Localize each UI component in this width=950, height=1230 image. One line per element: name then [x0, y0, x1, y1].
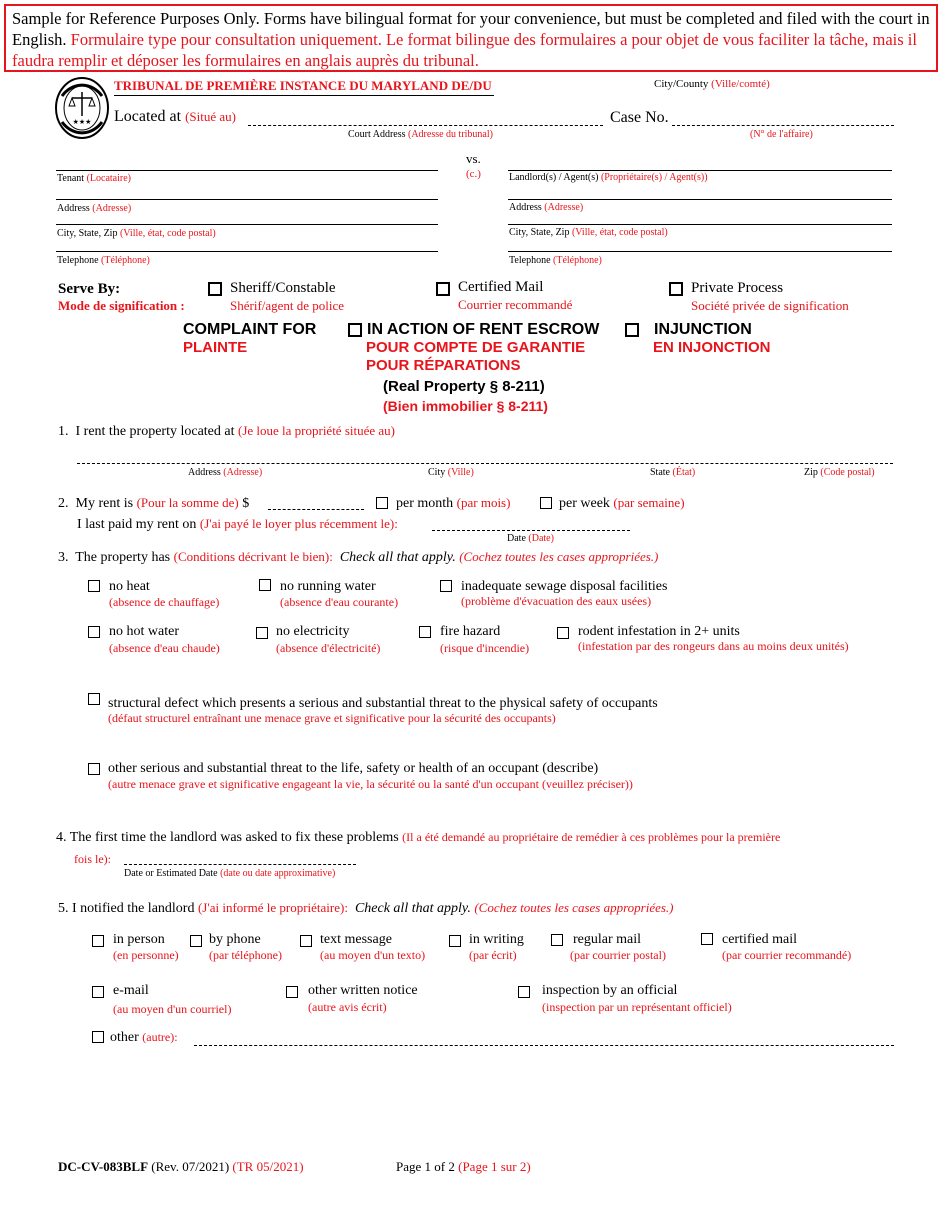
landlord-city-label: City, State, Zip (Ville, état, code postal): [509, 227, 668, 238]
structural-defect-label: structural defect which presents a serious and substantial threat to the physical safety of occupants: [108, 696, 658, 711]
by-phone-label-fr: (par téléphone): [209, 948, 282, 962]
tenant-label: Tenant (Locataire): [57, 173, 131, 184]
other-threat-label-fr: (autre menace grave et significative engageant la vie, la sécurité ou la santé d'un occupant (veuillez préciser)): [108, 777, 633, 791]
vs-label: vs.: [466, 151, 481, 166]
first-request-date-field[interactable]: [124, 864, 356, 865]
certified-mail-notice-label-fr: (par courrier recommandé): [722, 948, 852, 962]
other-written-notice-label-fr: (autre avis écrit): [308, 1000, 387, 1014]
certified-mail-label: Certified Mail: [458, 279, 544, 295]
sheriff-label: Sheriff/Constable: [230, 280, 336, 296]
rent-escrow-title-fr1: POUR COMPTE DE GARANTIE: [366, 339, 586, 356]
private-process-label-fr: Société privée de signification: [691, 298, 849, 313]
q4-label: 4. The first time the landlord was asked to fix these problems (Il a été demandé au propriétaire de remédier à ces problèmes pour la première: [56, 830, 781, 845]
in-person-label-fr: (en personne): [113, 948, 179, 962]
per-week-label: per week (par semaine): [559, 495, 685, 511]
in-writing-label-fr: (par écrit): [469, 948, 517, 962]
statute-title-fr: (Bien immobilier § 8-211): [383, 398, 548, 414]
no-running-water-checkbox[interactable]: [259, 579, 271, 591]
form-id-footer: DC-CV-083BLF (Rev. 07/2021) (TR 05/2021): [58, 1159, 304, 1174]
injunction-checkbox[interactable]: [625, 323, 639, 337]
other-threat-checkbox[interactable]: [88, 763, 100, 775]
last-paid-date-field[interactable]: [432, 530, 630, 531]
tenant-field[interactable]: [56, 170, 438, 171]
property-address-field[interactable]: [77, 463, 893, 464]
private-process-checkbox[interactable]: [669, 282, 683, 296]
tenant-address-field[interactable]: [56, 199, 438, 200]
certified-mail-notice-label: certified mail: [722, 932, 798, 947]
first-request-date-label: Date or Estimated Date (date ou date approximative): [124, 868, 336, 879]
fire-hazard-label-fr: (risque d'incendie): [440, 641, 530, 655]
no-heat-label-fr: (absence de chauffage): [109, 595, 220, 609]
other-notice-checkbox[interactable]: [92, 1031, 104, 1043]
in-writing-label: in writing: [469, 932, 524, 947]
other-threat-label: other serious and substantial threat to the life, safety or health of an occupant (describe): [108, 761, 599, 776]
q1-state-label: State (État): [650, 467, 696, 478]
rent-escrow-title-fr2: POUR RÉPARATIONS: [366, 357, 521, 374]
sheriff-checkbox[interactable]: [208, 282, 222, 296]
landlord-address-field[interactable]: [508, 199, 892, 200]
q1-city-label: City (Ville): [428, 467, 474, 478]
court-county-line: [114, 95, 494, 96]
other-written-notice-checkbox[interactable]: [286, 986, 298, 998]
no-electricity-checkbox[interactable]: [256, 627, 268, 639]
no-hot-water-label: no hot water: [109, 624, 179, 639]
svg-text:★★★: ★★★: [72, 118, 92, 126]
other-notice-label: other (autre):: [110, 1030, 178, 1045]
no-electricity-label-fr: (absence d'électricité): [276, 641, 381, 655]
landlord-address-label: Address (Adresse): [509, 202, 584, 213]
text-message-label: text message: [320, 932, 392, 947]
q5-label: 5. I notified the landlord (J'ai informé le propriétaire): Check all that apply. (Cochez toutes les cases appropriées.): [58, 900, 674, 916]
no-running-water-label-fr: (absence d'eau courante): [280, 595, 399, 609]
complaint-for-title: COMPLAINT FOR: [183, 321, 317, 338]
last-paid-date-label: Date (Date): [507, 533, 554, 544]
regular-mail-label-fr: (par courrier postal): [570, 948, 666, 962]
certified-mail-checkbox[interactable]: [436, 282, 450, 296]
tenant-city-label: City, State, Zip (Ville, état, code postal): [57, 228, 216, 239]
regular-mail-label: regular mail: [573, 932, 642, 947]
email-checkbox[interactable]: [92, 986, 104, 998]
case-no-label: Case No.: [610, 109, 669, 126]
q4-label-fr2: fois le):: [74, 852, 111, 866]
sewage-label-fr: (problème d'évacuation des eaux usées): [461, 594, 652, 608]
rodent-checkbox[interactable]: [557, 627, 569, 639]
in-person-checkbox[interactable]: [92, 935, 104, 947]
injunction-title: INJUNCTION: [654, 321, 752, 338]
case-no-field[interactable]: [672, 125, 894, 126]
per-week-checkbox[interactable]: [540, 497, 552, 509]
tenant-address-label: Address (Adresse): [57, 203, 132, 214]
landlord-field[interactable]: [508, 170, 892, 171]
private-process-label: Private Process: [691, 280, 784, 296]
inspection-label-fr: (inspection par un représentant officiel): [542, 1000, 732, 1014]
city-county-label: City/County (Ville/comté): [654, 78, 770, 90]
text-message-label-fr: (au moyen d'un texto): [320, 948, 426, 962]
rent-escrow-title: IN ACTION OF RENT ESCROW: [367, 321, 600, 338]
landlord-city-field[interactable]: [508, 224, 892, 225]
case-no-label-fr: (N° de l'affaire): [750, 129, 813, 140]
located-at-label: Located at (Situé au): [114, 108, 236, 125]
sewage-checkbox[interactable]: [440, 580, 452, 592]
inspection-label: inspection by an official: [542, 983, 678, 998]
text-message-checkbox[interactable]: [300, 935, 312, 947]
sheriff-label-fr: Shérif/agent de police: [230, 298, 345, 313]
q1-zip-label: Zip (Code postal): [804, 467, 875, 478]
q1-label: 1. I rent the property located at (Je loue la propriété située au): [58, 423, 395, 439]
certified-mail-notice-checkbox[interactable]: [701, 933, 713, 945]
landlord-label: Landlord(s) / Agent(s) (Propriétaire(s) / Agent(s)): [509, 172, 708, 183]
email-label: e-mail: [113, 983, 149, 998]
inspection-checkbox[interactable]: [518, 986, 530, 998]
structural-defect-label-fr: (défaut structurel entraînant une menace grave et significative pour la sécurité des occupants): [108, 711, 556, 725]
rodent-label: rodent infestation in 2+ units: [578, 624, 740, 639]
sewage-label: inadequate sewage disposal facilities: [461, 579, 668, 594]
no-heat-checkbox[interactable]: [88, 580, 100, 592]
fire-hazard-checkbox[interactable]: [419, 626, 431, 638]
by-phone-checkbox[interactable]: [190, 935, 202, 947]
court-title: TRIBUNAL DE PREMIÈRE INSTANCE DU MARYLAND DE/DU: [114, 78, 492, 93]
no-electricity-label: no electricity: [276, 624, 350, 639]
injunction-title-fr: EN INJONCTION: [653, 339, 771, 356]
landlord-telephone-label: Telephone (Téléphone): [509, 255, 602, 266]
certified-mail-label-fr: Courrier recommandé: [458, 297, 573, 312]
in-person-label: in person: [113, 932, 165, 947]
q2-label: 2. My rent is (Pour la somme de) $: [58, 495, 250, 511]
serve-by-label-fr: Mode de signification :: [58, 298, 185, 313]
no-hot-water-checkbox[interactable]: [88, 626, 100, 638]
per-month-checkbox[interactable]: [376, 497, 388, 509]
tenant-telephone-label: Telephone (Téléphone): [57, 255, 150, 266]
complaint-for-title-fr: PLAINTE: [183, 339, 248, 356]
rent-escrow-checkbox[interactable]: [348, 323, 362, 337]
landlord-telephone-field[interactable]: [508, 251, 892, 252]
fire-hazard-label: fire hazard: [440, 624, 501, 639]
court-address-field[interactable]: [248, 125, 603, 126]
last-paid-label: I last paid my rent on (J'ai payé le loyer plus récemment le):: [77, 516, 398, 532]
page-number: Page 1 of 2 (Page 1 sur 2): [396, 1159, 531, 1174]
reference-notice: [4, 4, 938, 72]
per-month-label: per month (par mois): [396, 495, 511, 511]
notice-french: Formulaire type pour consultation uniquement. Le format bilingue des formulaires a pour objet de vous faciliter la tâche, mais il faudra remplir et déposer les formulaires en anglais auprès du tribunal.: [12, 30, 917, 70]
rent-amount-field[interactable]: [268, 509, 364, 510]
other-notice-field[interactable]: [194, 1045, 894, 1046]
maryland-seal: [54, 76, 110, 140]
email-label-fr: (au moyen d'un courriel): [113, 1002, 232, 1016]
no-hot-water-label-fr: (absence d'eau chaude): [109, 641, 220, 655]
by-phone-label: by phone: [209, 932, 261, 947]
regular-mail-checkbox[interactable]: [551, 934, 563, 946]
notice-english: Sample for Reference Purposes Only. Forms have bilingual format for your convenience, but must be completed and filed with the court in English.: [12, 9, 930, 49]
rodent-label-fr: (infestation par des rongeurs dans au moins deux unités): [578, 639, 849, 653]
vs-label-fr: (c.): [466, 168, 481, 180]
in-writing-checkbox[interactable]: [449, 935, 461, 947]
court-address-label: Court Address (Adresse du tribunal): [348, 129, 493, 140]
q3-label: 3. The property has (Conditions décrivant le bien): Check all that apply. (Cochez toutes les cases appropriées.): [58, 549, 659, 565]
no-running-water-label: no running water: [280, 579, 376, 594]
structural-defect-checkbox[interactable]: [88, 693, 100, 705]
statute-title: (Real Property § 8-211): [383, 378, 545, 395]
other-written-notice-label: other written notice: [308, 983, 418, 998]
tenant-city-field[interactable]: [56, 224, 438, 225]
no-heat-label: no heat: [109, 579, 150, 594]
serve-by-label: Serve By:: [58, 281, 121, 297]
q1-address-label: Address (Adresse): [188, 467, 263, 478]
tenant-telephone-field[interactable]: [56, 251, 438, 252]
